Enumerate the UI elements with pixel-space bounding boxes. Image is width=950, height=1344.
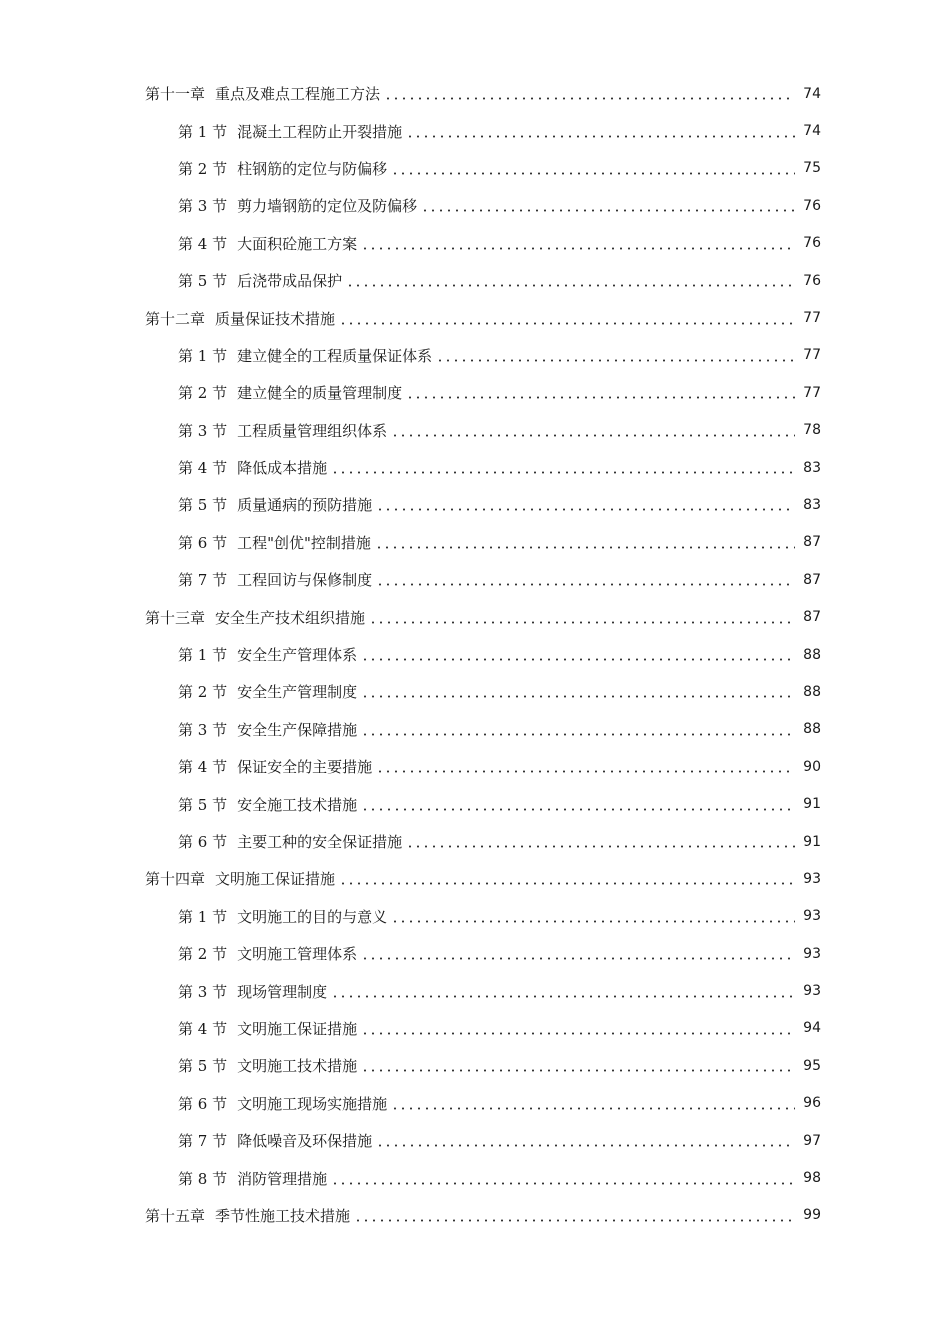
toc-entry-number: 第十三章 xyxy=(145,608,206,627)
toc-entry-number: 第 4 节 xyxy=(178,234,228,253)
toc-entry-label xyxy=(178,270,346,291)
toc-entry-number: 第 3 节 xyxy=(178,421,228,440)
toc-section-entry[interactable] xyxy=(0,1085,950,1122)
toc-entry-number: 第十二章 xyxy=(145,309,206,328)
toc-entry-label xyxy=(178,719,361,740)
toc-section-entry[interactable] xyxy=(0,711,950,748)
dot-leader xyxy=(339,322,795,325)
toc-page-number: 76 xyxy=(803,235,821,252)
toc-page-number: 83 xyxy=(803,459,821,476)
toc-entry-title: 混凝土工程防止开裂措施 xyxy=(237,122,403,141)
toc-page-number: 76 xyxy=(803,272,821,289)
toc-entry-title: 质量通病的预防措施 xyxy=(237,496,373,515)
toc-section-entry[interactable] xyxy=(0,748,950,785)
toc-entry-title: 季节性施工技术措施 xyxy=(215,1206,351,1225)
toc-entry-title: 保证安全的主要措施 xyxy=(237,758,373,777)
toc-entry-label xyxy=(178,794,361,815)
toc-page-number: 74 xyxy=(803,85,821,102)
toc-entry-number: 第 4 节 xyxy=(178,459,228,478)
dot-leader xyxy=(421,209,795,212)
toc-entry-number: 第 1 节 xyxy=(178,907,228,926)
toc-page-number: 96 xyxy=(803,1095,821,1112)
toc-entry-number: 第 7 节 xyxy=(178,1132,228,1151)
dot-leader xyxy=(376,508,795,511)
toc-entry-label xyxy=(178,1055,361,1076)
toc-entry-number: 第 1 节 xyxy=(178,122,228,141)
dot-leader xyxy=(331,995,795,998)
toc-entry-number: 第 5 节 xyxy=(178,496,228,515)
toc-page-number: 94 xyxy=(803,1020,821,1037)
toc-entry-number: 第十四章 xyxy=(145,870,206,889)
toc-entry-label xyxy=(178,457,331,478)
toc-section-entry[interactable] xyxy=(0,1010,950,1047)
toc-entry-number: 第 6 节 xyxy=(178,1094,228,1113)
toc-entry-title: 文明施工保证措施 xyxy=(237,1019,358,1038)
toc-entry-number: 第 5 节 xyxy=(178,1057,228,1076)
dot-leader xyxy=(376,583,795,586)
toc-entry-number: 第 2 节 xyxy=(178,159,228,178)
toc-page-number: 93 xyxy=(803,870,821,887)
toc-entry-title: 降低噪音及环保措施 xyxy=(237,1132,373,1151)
toc-entry-label xyxy=(178,121,406,142)
toc-entry-title: 降低成本措施 xyxy=(237,459,328,478)
toc-entry-number: 第 8 节 xyxy=(178,1169,228,1188)
toc-section-entry[interactable] xyxy=(0,972,950,1009)
dot-leader xyxy=(361,808,795,811)
toc-chapter-entry[interactable] xyxy=(0,1197,950,1234)
toc-section-entry[interactable] xyxy=(0,225,950,262)
dot-leader xyxy=(391,172,795,175)
toc-entry-number: 第 5 节 xyxy=(178,272,228,291)
toc-entry-label xyxy=(145,607,369,628)
toc-section-entry[interactable] xyxy=(0,561,950,598)
toc-entry-number: 第 7 节 xyxy=(178,571,228,590)
toc-entry-label xyxy=(178,1018,361,1039)
toc-page-number: 87 xyxy=(803,534,821,551)
toc-entry-label xyxy=(178,943,361,964)
dot-leader xyxy=(331,471,795,474)
toc-page-number: 83 xyxy=(803,496,821,513)
toc-page-number: 77 xyxy=(803,347,821,364)
toc-entry-label xyxy=(178,233,361,254)
toc-entry-title: 后浇带成品保护 xyxy=(237,272,343,291)
toc-entry-title: 文明施工的目的与意义 xyxy=(237,907,388,926)
toc-entry-number: 第 2 节 xyxy=(178,384,228,403)
toc-chapter-entry[interactable] xyxy=(0,299,950,336)
dot-leader xyxy=(384,97,795,100)
toc-page-number: 77 xyxy=(803,384,821,401)
dot-leader xyxy=(361,957,795,960)
toc-entry-title: 安全施工技术措施 xyxy=(237,795,358,814)
toc-entry-number: 第 1 节 xyxy=(178,646,228,665)
toc-entry-label xyxy=(178,906,391,927)
dot-leader xyxy=(376,1144,795,1147)
toc-section-entry[interactable] xyxy=(0,898,950,935)
toc-entry-number: 第 3 节 xyxy=(178,720,228,739)
toc-entry-title: 大面积砼施工方案 xyxy=(237,234,358,253)
toc-page-number: 87 xyxy=(803,571,821,588)
toc-page-number: 93 xyxy=(803,945,821,962)
toc-entry-title: 建立健全的质量管理制度 xyxy=(237,384,403,403)
toc-page-number: 76 xyxy=(803,197,821,214)
toc-section-entry[interactable] xyxy=(0,449,950,486)
toc-entry-label xyxy=(178,831,406,852)
toc-page-number: 93 xyxy=(803,983,821,1000)
toc-section-entry[interactable] xyxy=(0,785,950,822)
toc-entry-title: 重点及难点工程施工方法 xyxy=(215,85,381,104)
toc-section-entry[interactable] xyxy=(0,1047,950,1084)
toc-entry-label xyxy=(145,83,384,104)
toc-section-entry[interactable] xyxy=(0,1122,950,1159)
toc-entry-label xyxy=(178,644,361,665)
toc-entry-label xyxy=(178,195,421,216)
dot-leader xyxy=(391,1107,795,1110)
toc-page-number: 91 xyxy=(803,796,821,813)
dot-leader xyxy=(361,1069,795,1072)
toc-section-entry[interactable] xyxy=(0,337,950,374)
toc-page-number: 77 xyxy=(803,310,821,327)
toc-entry-label xyxy=(145,1205,354,1226)
toc-entry-number: 第 3 节 xyxy=(178,197,228,216)
toc-entry-title: 安全生产技术组织措施 xyxy=(215,608,366,627)
toc-entry-label xyxy=(178,345,436,366)
toc-page-number: 93 xyxy=(803,908,821,925)
toc-chapter-entry[interactable] xyxy=(0,860,950,897)
toc-page-number: 97 xyxy=(803,1132,821,1149)
toc-entry-title: 安全生产管理制度 xyxy=(237,683,358,702)
toc-entry-label xyxy=(178,681,361,702)
toc-entry-title: 文明施工技术措施 xyxy=(237,1057,358,1076)
toc-entry-label xyxy=(178,1093,391,1114)
toc-entry-number: 第 6 节 xyxy=(178,833,228,851)
toc-entry-title: 文明施工现场实施措施 xyxy=(237,1094,388,1113)
dot-leader xyxy=(346,284,795,287)
toc-entry-number: 第 1 节 xyxy=(178,346,228,365)
toc-entry-label xyxy=(178,420,391,441)
toc-entry-label xyxy=(178,532,375,553)
toc-section-entry[interactable] xyxy=(0,262,950,299)
dot-leader xyxy=(406,135,795,138)
toc-section-entry[interactable] xyxy=(0,486,950,523)
toc-entry-title: 安全生产保障措施 xyxy=(237,720,358,739)
toc-entry-label xyxy=(178,756,376,777)
toc-entry-number: 第 5 节 xyxy=(178,795,228,814)
dot-leader xyxy=(331,1182,795,1185)
dot-leader xyxy=(339,882,795,885)
dot-leader xyxy=(354,1219,795,1222)
toc-entry-title: 剪力墙钢筋的定位及防偏移 xyxy=(237,197,418,216)
dot-leader xyxy=(391,920,795,923)
toc-entry-title: 文明施工管理体系 xyxy=(237,945,358,964)
toc-entry-number: 第 2 节 xyxy=(178,683,228,702)
toc-entry-title: 工程"创优"控制措施 xyxy=(237,533,371,552)
toc-section-entry[interactable] xyxy=(0,374,950,411)
toc-page-number: 98 xyxy=(803,1170,821,1187)
dot-leader xyxy=(361,658,795,661)
toc-chapter-entry[interactable] xyxy=(0,598,950,635)
toc-page-number: 90 xyxy=(803,758,821,775)
toc-section-entry[interactable] xyxy=(0,524,950,561)
toc-entry-number: 第十五章 xyxy=(145,1206,206,1225)
toc-entry-label xyxy=(178,382,406,403)
toc-page-number: 91 xyxy=(803,833,821,850)
toc-entry-title: 柱钢筋的定位与防偏移 xyxy=(237,159,388,178)
toc-entry-number: 第 6 节 xyxy=(178,533,228,552)
toc-page-number: 78 xyxy=(803,422,821,439)
toc-entry-title: 建立健全的工程质量保证体系 xyxy=(237,346,433,365)
toc-section-entry[interactable] xyxy=(0,112,950,149)
toc-section-entry[interactable] xyxy=(0,187,950,224)
toc-page-number: 88 xyxy=(803,646,821,663)
toc-entry-title: 工程质量管理组织体系 xyxy=(237,421,388,440)
toc-section-entry[interactable] xyxy=(0,150,950,187)
toc-entry-label xyxy=(178,569,376,590)
dot-leader xyxy=(375,546,795,549)
toc-entry-label xyxy=(145,308,339,329)
toc-entry-number: 第十一章 xyxy=(145,85,206,104)
toc-entry-title: 主要工种的安全保证措施 xyxy=(237,833,403,851)
toc-entry-label xyxy=(178,1130,376,1151)
dot-leader xyxy=(391,434,795,437)
toc-entry-title: 安全生产管理体系 xyxy=(237,646,358,665)
dot-leader xyxy=(361,733,795,736)
toc-entry-number: 第 3 节 xyxy=(178,982,228,1001)
toc-entry-label xyxy=(145,868,339,889)
dot-leader xyxy=(436,359,795,362)
dot-leader xyxy=(406,845,795,848)
toc-section-entry[interactable] xyxy=(0,412,950,449)
toc-chapter-entry[interactable] xyxy=(0,75,950,112)
dot-leader xyxy=(376,770,795,773)
toc-page-number: 88 xyxy=(803,721,821,738)
toc-page-number: 88 xyxy=(803,683,821,700)
toc-entry-label xyxy=(178,158,391,179)
toc-page-number: 95 xyxy=(803,1057,821,1074)
toc-entry-title: 文明施工保证措施 xyxy=(215,870,336,889)
toc-section-entry[interactable] xyxy=(0,636,950,673)
toc-entry-title: 现场管理制度 xyxy=(237,982,328,1001)
toc-section-entry[interactable] xyxy=(0,935,950,972)
toc-entry-label xyxy=(178,494,376,515)
toc-section-entry[interactable] xyxy=(0,823,950,860)
toc-page-number: 99 xyxy=(803,1207,821,1224)
dot-leader xyxy=(361,695,795,698)
toc-page-number: 74 xyxy=(803,123,821,140)
toc-section-entry[interactable] xyxy=(0,1159,950,1196)
dot-leader xyxy=(361,1032,795,1035)
dot-leader xyxy=(361,247,795,250)
dot-leader xyxy=(369,621,795,624)
toc-entry-title: 工程回访与保修制度 xyxy=(237,571,373,590)
toc-page-number: 87 xyxy=(803,609,821,626)
toc-entry-title: 质量保证技术措施 xyxy=(215,309,336,328)
toc-entry-label xyxy=(178,1168,331,1189)
toc-entry-number: 第 4 节 xyxy=(178,758,228,777)
toc-entry-number: 第 4 节 xyxy=(178,1019,228,1038)
toc-section-entry[interactable] xyxy=(0,673,950,710)
toc-entry-label xyxy=(178,981,331,1002)
toc-page-number: 75 xyxy=(803,160,821,177)
table-of-contents xyxy=(0,75,950,1234)
toc-entry-number: 第 2 节 xyxy=(178,945,228,964)
toc-entry-title: 消防管理措施 xyxy=(237,1169,328,1188)
dot-leader xyxy=(406,396,795,399)
